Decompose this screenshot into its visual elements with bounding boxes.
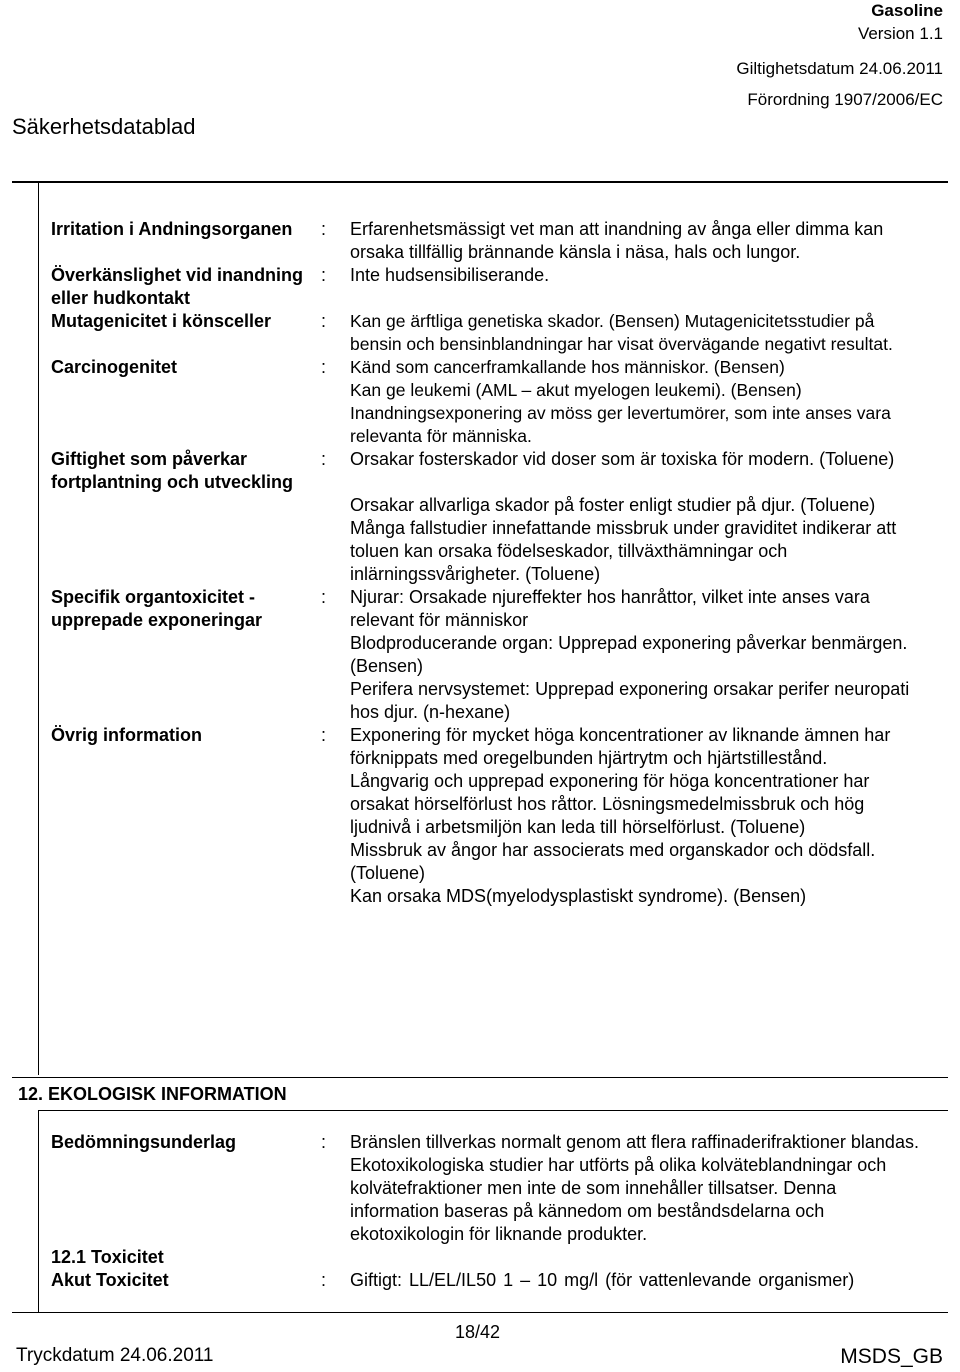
row-colon: : [321,265,327,285]
print-date: Tryckdatum 24.06.2011 [16,1345,214,1366]
section-heading: 12. EKOLOGISK INFORMATION [18,1084,287,1104]
document-code: MSDS_GB [840,1345,943,1368]
regulation-label: Förordning 1907/2006/EC [747,90,943,109]
subsection-heading: 12.1 Toxicitet [51,1247,164,1267]
row-label-acute-toxicity: Akut Toxicitet [51,1270,169,1290]
footer-divider [12,1312,948,1313]
table-row [51,1269,931,1292]
row-colon: : [321,1270,327,1290]
table-row [51,356,931,448]
value-paragraph: Inandningsexponering av möss ger levertumörer, som inte anses vara relevanta för människa. [350,403,891,446]
row-label-mutagenicity: Mutagenicitet i könsceller [51,311,272,331]
value-paragraph: Kan orsaka MDS(myelodysplastiskt syndrome). (Bensen) [350,886,807,906]
value-paragraph: Kan ge ärftliga genetiska skador. (Bensen) Mutagenicitetsstudier på bensin och bensinblandningar har visat övervägande negativt resultat. [350,311,893,354]
row-value-stot-repeated [350,586,920,724]
table-row [51,1131,931,1246]
left-border-upper [38,183,39,1075]
row-label-reproductive-toxicity: Giftighet som påverkar fortplantning och utveckling [51,449,293,492]
row-colon: : [321,311,327,331]
value-paragraph: Orsakar fosterskador vid doser som är toxiska för modern. (Toluene) [350,449,895,469]
value-paragraph: Perifera nervsystemet: Upprepad exponering orsakar perifer neuropati hos djur. (n-hexane) [350,679,910,722]
row-colon: : [321,587,327,607]
row-colon: : [321,1132,327,1152]
table-row [51,264,931,310]
value-paragraph: Exponering för mycket höga koncentrationer av liknande ämnen har förknippats med oregelbunden hjärtrytm och hjärtstillestånd. [350,725,891,768]
table-row [51,724,931,908]
value-spacer [350,471,920,494]
validity-date: Giltighetsdatum 24.06.2011 [736,59,943,78]
row-colon: : [321,449,327,469]
table-row [51,218,931,264]
section-subdivider [38,1110,948,1111]
version-label: Version 1.1 [857,24,943,43]
row-value-acute-toxicity: Giftigt: LL/EL/IL50 1 – 10 mg/l (för vattenlevande organismer) [350,1270,855,1290]
row-label-other-information: Övrig information [51,725,203,745]
ecology-table [51,1131,931,1292]
row-value-sensitisation [350,264,920,310]
value-paragraph: Kan ge leukemi (AML – akut myelogen leukemi). (Bensen) [350,380,802,400]
left-border-lower [38,1111,39,1312]
value-paragraph: Orsakar allvarliga skador på foster enligt studier på djur. (Toluene) [350,495,876,515]
value-paragraph: Blodproducerande organ: Upprepad exponering påverkar benmärgen. (Bensen) [350,633,908,676]
value-paragraph: Långvarig och upprepad exponering för höga koncentrationer har orsakat hörselförlust hos råttor. Lösningsmedelmissbruk och hög ljudnivå i arbetsmiljön kan leda till hörselförlust. (Toluene) [350,771,870,837]
row-value-respiratory-irritation [350,218,920,264]
value-paragraph: Erfarenhetsmässigt vet man att inandning av ånga eller dimma kan orsaka tillfällig brännande känsla i näsa, hals och lungor. [350,219,884,262]
toxicology-table [51,218,931,908]
row-value-carcinogenicity [350,356,920,448]
section-divider [12,1077,948,1078]
table-row [51,310,931,356]
row-value-reproductive-toxicity [350,448,920,586]
row-label-respiratory-irritation: Irritation i Andningsorganen [51,219,293,239]
row-value-other-information [350,724,920,908]
value-paragraph: Många fallstudier innefattande missbruk under graviditet indikerar att toluen kan orsaka födelseskador, tillväxthämningar och inlärningssvårigheter. (Toluene) [350,518,897,584]
row-label-assessment-basis: Bedömningsunderlag [51,1132,237,1152]
row-label-carcinogenicity: Carcinogenitet [51,357,178,377]
row-label-stot-repeated: Specifik organtoxicitet - upprepade exponeringar [51,587,263,630]
row-value-mutagenicity [350,310,920,356]
row-value-assessment-basis: Bränslen tillverkas normalt genom att flera raffinaderifraktioner blandas. Ekotoxikologiska studier har utförts på olika kolväteblandningar och kolvätefraktioner men inte de som innehåller tillsatser. Denna information baseras på kännedom om beståndsdelarna och ekotoxikologin för liknande produkter. [350,1132,919,1244]
value-paragraph: Känd som cancerframkallande hos människor. (Bensen) [350,357,785,377]
row-colon: : [321,357,327,377]
table-row [51,586,931,724]
value-paragraph: Missbruk av ångor har associerats med organskador och dödsfall. (Toluene) [350,840,876,883]
value-paragraph: Inte hudsensibiliserande. [350,265,550,285]
row-colon: : [321,219,327,239]
row-colon: : [321,725,327,745]
row-label-sensitisation: Överkänslighet vid inandning eller hudkontakt [51,265,304,308]
table-row [51,448,931,586]
page-number: 18/42 [455,1322,501,1342]
document-title: Säkerhetsdatablad [12,114,196,139]
value-paragraph: Njurar: Orsakade njureffekter hos hanråttor, vilket inte anses vara relevant för människor [350,587,870,630]
product-name: Gasoline [871,1,943,20]
header-divider [12,181,948,183]
